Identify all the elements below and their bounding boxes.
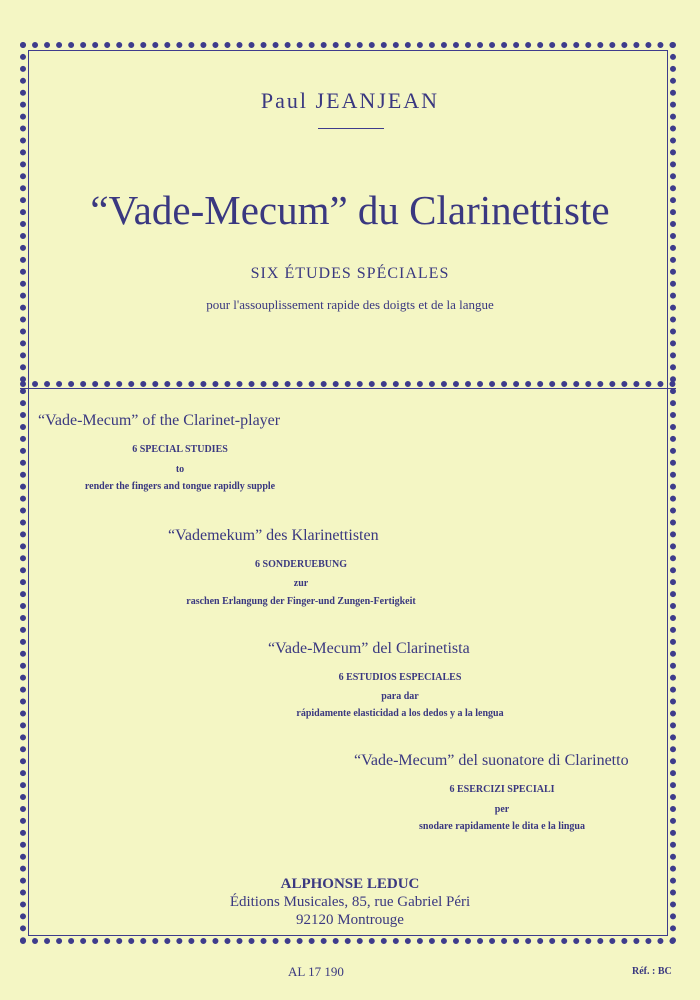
english-title: “Vade-Mecum” of the Clarinet-player (38, 412, 281, 429)
catalog-number: AL 17 190 (288, 964, 344, 979)
german-line-1: 6 SONDERUEBUNG (255, 559, 347, 570)
spanish-title: “Vade-Mecum” del Clarinetista (268, 640, 470, 657)
reference-code: Réf. : BC (632, 966, 672, 977)
publisher-name: ALPHONSE LEDUC (280, 876, 420, 892)
author-name: Paul JEANJEAN (260, 88, 440, 113)
author-rule (318, 128, 384, 129)
italian-line-1: 6 ESERCIZI SPECIALI (449, 784, 555, 795)
subtitle: SIX ÉTUDES SPÉCIALES (250, 265, 450, 282)
italian-line-3: snodare rapidamente le dita e la lingua (419, 821, 585, 832)
publisher-city: 92120 Montrouge (296, 912, 404, 928)
spanish-line-3: rápidamente elasticidad a los dedos y a la lengua (296, 708, 504, 719)
subtitle-description: pour l'assouplissement rapide des doigts et de la langue (206, 297, 494, 312)
page-title: “Vade-Mecum” du Clarinettiste (90, 187, 610, 233)
spanish-line-2: para dar (381, 691, 419, 702)
publisher-address: Éditions Musicales, 85, rue Gabriel Péri (229, 894, 471, 910)
section-divider (20, 381, 676, 394)
german-line-2: zur (293, 578, 309, 589)
italian-line-2: per (494, 804, 510, 815)
german-line-3: raschen Erlangung der Finger-und Zungen-Fertigkeit (186, 596, 416, 607)
english-line-2: to (175, 464, 185, 475)
german-title: “Vademekum” des Klarinettisten (168, 527, 379, 544)
english-line-1: 6 SPECIAL STUDIES (132, 444, 228, 455)
italian-title: “Vade-Mecum” del suonatore di Clarinetto (354, 752, 629, 769)
spanish-line-1: 6 ESTUDIOS ESPECIALES (338, 672, 462, 683)
english-line-3: render the fingers and tongue rapidly supple (84, 481, 276, 492)
